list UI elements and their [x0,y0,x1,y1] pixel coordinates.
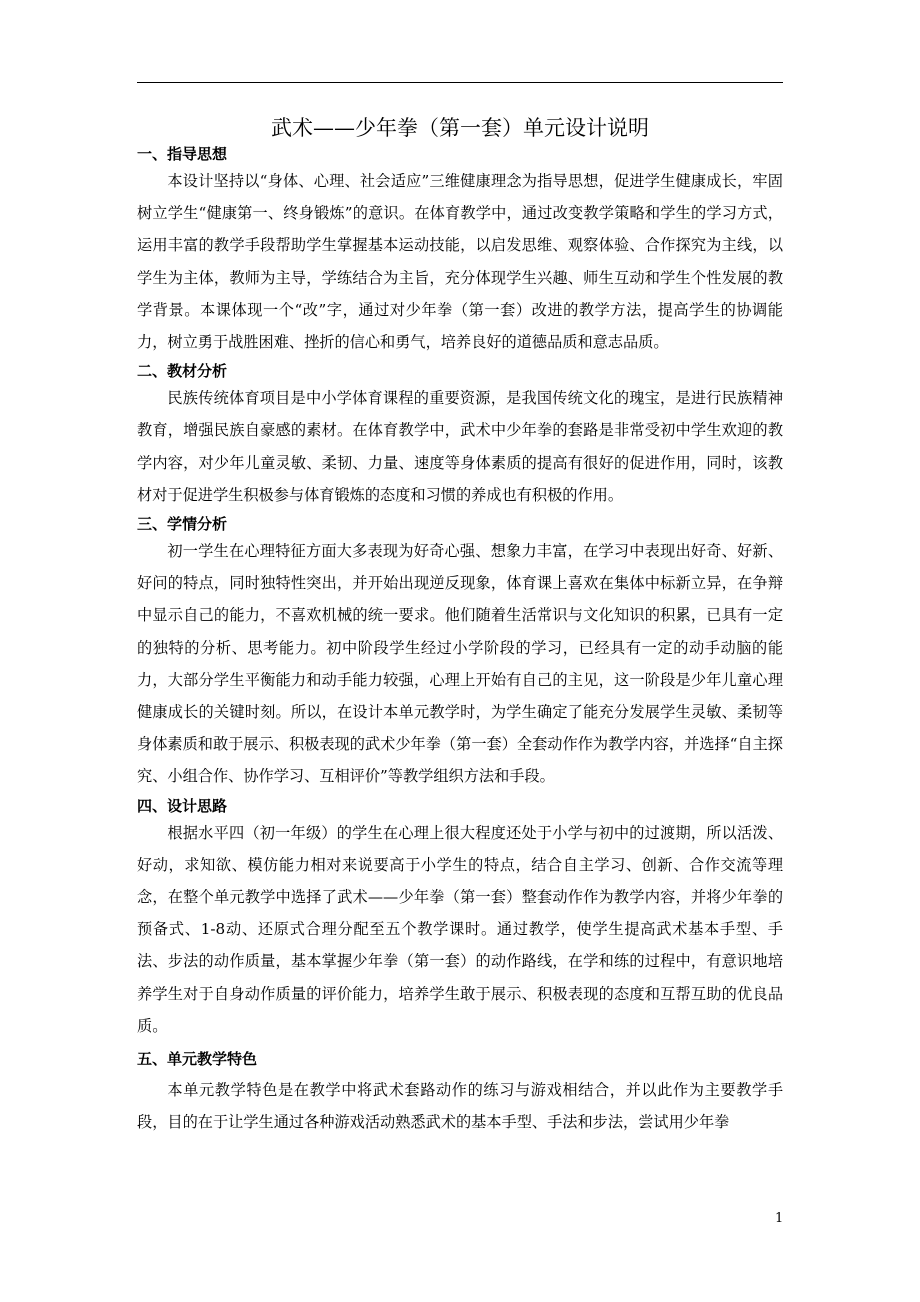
header-rule [137,82,783,83]
section-material-analysis [137,360,783,511]
section-heading: 五、单元教学特色 [137,1050,258,1069]
section-paragraph: 初一学生在心理特征方面大多表现为好奇心强、想象力丰富，在学习中表现出好奇、好新、好问的特点，同时独特性突出，并开始出现逆反现象，体育课上喜欢在集体中标新立异，在争辩中显示自己的能力，不喜欢机械的统一要求。他们随着生活常识与文化知识的积累，已具有一定的独特的分析、思考能力。初中阶段学生经过小学阶段的学习，已经具有一定的动手动脑的能力，大部分学生平衡能力和动手能力较强，心理上开始有自己的主见，这一阶段是少年儿童心理健康成长的关键时刻。所以，在设计本单元教学时，为学生确定了能充分发展学生灵敏、柔韧等身体素质和敢于展示、积极表现的武术少年拳（第一套）全套动作作为教学内容，并选择“自主探究、小组合作、协作学习、互相评价”等教学组织方法和手段。 [137,542,783,786]
section-unit-features [137,1048,783,1138]
section-paragraph: 本单元教学特色是在教学中将武术套路动作的练习与游戏相结合，并以此作为主要教学手段，目的在于让学生通过各种游戏活动熟悉武术的基本手型、手法和步法，尝试用少年拳 [137,1081,783,1132]
section-heading: 三、学情分析 [137,515,228,534]
section-heading: 二、教材分析 [137,362,228,381]
section-paragraph: 民族传统体育项目是中小学体育课程的重要资源，是我国传统文化的瑰宝，是进行民族精神教育，增强民族自豪感的素材。在体育教学中，武术中少年拳的套路是非常受初中学生欢迎的教学内容，对少年儿童灵敏、柔韧、力量、速度等身体素质的提高有很好的促进作用，同时，该教材对于促进学生积极参与体育锻炼的态度和习惯的养成也有积极的作用。 [137,389,783,504]
page-number: 1 [775,1211,784,1226]
section-heading: 一、指导思想 [137,145,228,163]
section-heading: 四、设计思路 [137,796,228,815]
section-design-approach [137,795,783,1042]
section-paragraph: 本设计坚持以“身体、心理、社会适应”三维健康理念为指导思想，促进学生健康成长，牢固树立学生“健康第一、终身锻炼”的意识。在体育教学中，通过改变教学策略和学生的学习方式，运用丰富的教学手段帮助学生掌握基本运动技能，以启发思维、观察体验、合作探究为主线，以学生为主体，教师为主导，学练结合为主旨，充分体现学生兴趣、师生互动和学生个性发展的教学背景。本课体现一个“改”字，通过对少年拳（第一套）改进的教学方法，提高学生的协调能力，树立勇于战胜困难、挫折的信心和勇气，培养良好的道德品质和意志品质。 [137,172,783,352]
section-guiding-ideology [137,143,783,358]
document-body [137,113,783,1138]
section-paragraph: 根据水平四（初一年级）的学生在心理上很大程度还处于小学与初中的过渡期，所以活泼、好动，求知欲、模仿能力相对来说要高于小学生的特点，结合自主学习、创新、合作交流等理念，在整个单元教学中选择了武术——少年拳（第一套）整套动作作为教学内容，并将少年拳的预备式、1-8动、还原式合理分配至五个教学课时。通过教学，使学生提高武术基本手型、手法、步法的动作质量，基本掌握少年拳（第一套）的动作路线，在学和练的过程中，有意识地培养学生对于自身动作质量的评价能力，培养学生敢于展示、积极表现的态度和互帮互助的优良品质。 [137,823,783,1035]
document-title: 武术——少年拳（第一套）单元设计说明 [271,116,649,140]
section-learner-analysis [137,513,783,793]
